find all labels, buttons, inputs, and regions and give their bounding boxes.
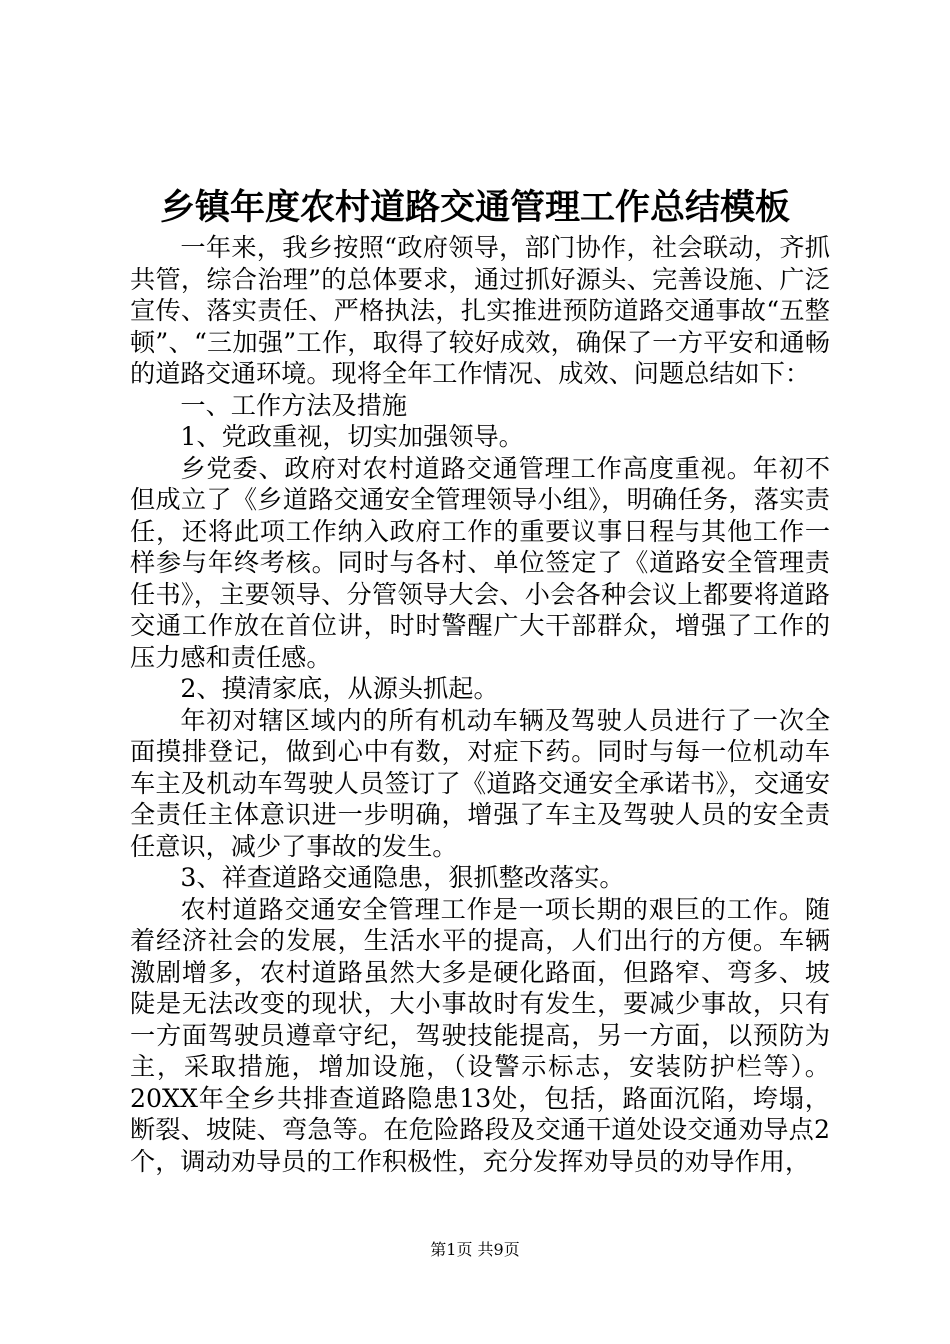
document-title: 乡镇年度农村道路交通管理工作总结模板 — [159, 187, 790, 228]
page-number-footer: 第1页 共9页 — [430, 1240, 520, 1259]
paragraph-leadership: 乡党委、政府对农村道路交通管理工作高度重视。年初不但成立了《乡道路交通安全管理领导小组》，明确任务，落实责任，还将此项工作纳入政府工作的重要议事日程与其他工作一样参与年终考核。同时与各村、单位签定了《道路安全管理责任书》，主要领导、分管领导大会、小会各种会议上都要将道路交通工作放在首位讲，时时警醒广大干部群众，增强了工作的压力感和责任感。 — [130, 453, 830, 672]
paragraph-intro: 一年来，我乡按照“政府领导，部门协作，社会联动，齐抓共管，综合治理”的总体要求，通过抓好源头、完善设施、广泛宣传、落实责任、严格执法，扎实推进预防道路交通事故“五整顿”、“三加强”工作，取得了较好成效，确保了一方平安和通畅的道路交通环境。现将全年工作情况、成效、问题总结如下： — [130, 233, 830, 388]
subheading-hazards: 3、祥查道路交通隐患，狠抓整改落实。 — [180, 863, 625, 892]
subheading-source: 2、摸清家底，从源头抓起。 — [180, 674, 499, 703]
paragraph-source: 年初对辖区域内的所有机动车辆及驾驶人员进行了一次全面摸排登记，做到心中有数，对症下药。同时与每一位机动车车主及机动车驾驶人员签订了《道路交通安全承诺书》，交通安全责任主体意识进一步明确，增强了车主及驾驶人员的安全责任意识，减少了事故的发生。 — [130, 705, 830, 861]
document-body — [130, 232, 830, 1177]
paragraph-hazards: 农村道路交通安全管理工作是一项长期的艰巨的工作。随着经济社会的发展，生活水平的提高，人们出行的方便。车辆激剧增多，农村道路虽然大多是硬化路面，但路窄、弯多、坡陡是无法改变的现状，大小事故时有发生，要减少事故，只有一方面驾驶员遵章守纪，驾驶技能提高，另一方面，以预防为主，采取措施，增加设施，（设警示标志，安装防护栏等）。20XX年全乡共排查道路隐患13处，包括，路面沉陷，垮塌，断裂、坡陡、弯急等。在危险路段及交通干道处设交通劝导点2个，调动劝导员的工作积极性，充分发挥劝导员的劝导作用， — [130, 894, 830, 1176]
section-heading-methods: 一、工作方法及措施 — [180, 390, 408, 420]
subheading-leadership: 1、党政重视，切实加强领导。 — [180, 422, 524, 451]
